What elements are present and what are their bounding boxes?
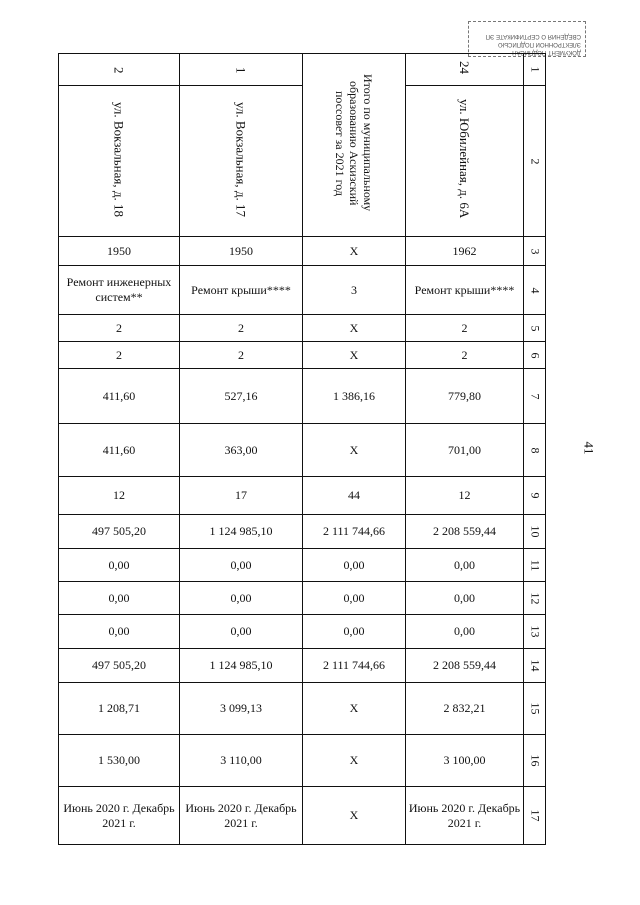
table-cell: Июнь 2020 г. Декабрь 2021 г.	[180, 787, 303, 845]
table-row	[59, 369, 546, 424]
table-row	[59, 477, 546, 515]
row-label: 17	[524, 787, 546, 845]
row-label: 6	[524, 342, 546, 369]
table-row	[59, 315, 546, 342]
table-cell: 497 505,20	[59, 649, 180, 683]
electronic-signature-stamp	[468, 21, 586, 57]
table-cell: 1962	[406, 237, 524, 266]
table-cell: Ремонт крыши****	[180, 266, 303, 315]
table-cell: 2	[180, 342, 303, 369]
column-number: 2	[59, 54, 180, 86]
column-number: 24	[406, 54, 524, 86]
row-label: 3	[524, 237, 546, 266]
row-label: 11	[524, 549, 546, 582]
table-cell: 1 530,00	[59, 735, 180, 787]
address-cell: ул. Вокзальная, д. 18	[59, 86, 180, 237]
table-cell: 2 208 559,44	[406, 649, 524, 683]
table-cell: 0,00	[303, 549, 406, 582]
table-row	[59, 735, 546, 787]
stamp-line: СВЕДЕНИЯ О СЕРТИФИКАТЕ ЭП	[485, 33, 581, 39]
table-row	[59, 424, 546, 477]
table-row	[59, 615, 546, 649]
table-cell: 44	[303, 477, 406, 515]
table-cell: 701,00	[406, 424, 524, 477]
table-cell: 779,80	[406, 369, 524, 424]
table-row	[59, 86, 546, 237]
table-cell: X	[303, 315, 406, 342]
table-cell: 2 111 744,66	[303, 649, 406, 683]
row-label: 7	[524, 369, 546, 424]
table-cell: 0,00	[303, 582, 406, 615]
table-cell: 2	[180, 315, 303, 342]
table-row	[59, 237, 546, 266]
table-cell: 411,60	[59, 369, 180, 424]
stamp-line: ЭЛЕКТРОННОЙ ПОДПИСЬЮ	[498, 41, 581, 47]
row-label: 12	[524, 582, 546, 615]
table-cell: 1 124 985,10	[180, 515, 303, 549]
table-cell: 0,00	[180, 549, 303, 582]
table-cell: Ремонт инженерных систем**	[59, 266, 180, 315]
table-cell: X	[303, 342, 406, 369]
table-row	[59, 54, 546, 86]
table-cell: 2 832,21	[406, 683, 524, 735]
table-cell: 0,00	[406, 582, 524, 615]
table-cell: 0,00	[303, 615, 406, 649]
table-cell: X	[303, 237, 406, 266]
table-cell: 1 124 985,10	[180, 649, 303, 683]
table-cell: X	[303, 683, 406, 735]
row-label: 8	[524, 424, 546, 477]
stamp-line: ДОКУМЕНТ ПОДПИСАН	[512, 49, 581, 55]
table-cell: 12	[59, 477, 180, 515]
table-row	[59, 683, 546, 735]
table-cell: 1 208,71	[59, 683, 180, 735]
table-row	[59, 266, 546, 315]
row-label: 5	[524, 315, 546, 342]
table-cell: 3	[303, 266, 406, 315]
table-cell: 0,00	[406, 549, 524, 582]
row-label: 15	[524, 683, 546, 735]
table-row	[59, 582, 546, 615]
table-row	[59, 342, 546, 369]
table-row	[59, 787, 546, 845]
table-cell: 2	[406, 342, 524, 369]
total-header: Итого по муниципальному образованию Аскизский поссовет за 2021 год	[303, 54, 406, 237]
table-cell: X	[303, 735, 406, 787]
table-cell: X	[303, 424, 406, 477]
table-cell: 12	[406, 477, 524, 515]
table-cell: 3 100,00	[406, 735, 524, 787]
row-label: 9	[524, 477, 546, 515]
table-cell: 2 208 559,44	[406, 515, 524, 549]
table-cell: 2 111 744,66	[303, 515, 406, 549]
address-cell: ул. Юбилейная, д. 6А	[406, 86, 524, 237]
table-cell: 1950	[180, 237, 303, 266]
table-cell: 0,00	[59, 549, 180, 582]
table-cell: 2	[406, 315, 524, 342]
table-cell: 0,00	[180, 582, 303, 615]
column-number: 1	[180, 54, 303, 86]
row-label: 10	[524, 515, 546, 549]
table-cell: 527,16	[180, 369, 303, 424]
row-label: 16	[524, 735, 546, 787]
row-label: 4	[524, 266, 546, 315]
table-cell: Июнь 2020 г. Декабрь 2021 г.	[59, 787, 180, 845]
row-label: 13	[524, 615, 546, 649]
row-label: 1	[524, 54, 546, 86]
table-cell: Ремонт крыши****	[406, 266, 524, 315]
table-cell: 0,00	[180, 615, 303, 649]
row-label: 14	[524, 649, 546, 683]
page-number: 41	[581, 441, 597, 455]
table-cell: 2	[59, 315, 180, 342]
table-cell: 1 386,16	[303, 369, 406, 424]
address-cell: ул. Вокзальная, д. 17	[180, 86, 303, 237]
data-table	[58, 53, 546, 845]
table-cell: X	[303, 787, 406, 845]
table-cell: 17	[180, 477, 303, 515]
row-label: 2	[524, 86, 546, 237]
table-cell: 0,00	[59, 615, 180, 649]
table-cell: Июнь 2020 г. Декабрь 2021 г.	[406, 787, 524, 845]
table-row	[59, 515, 546, 549]
table-cell: 1950	[59, 237, 180, 266]
table-cell: 0,00	[406, 615, 524, 649]
table-cell: 3 110,00	[180, 735, 303, 787]
table-cell: 0,00	[59, 582, 180, 615]
table-row	[59, 549, 546, 582]
table-cell: 497 505,20	[59, 515, 180, 549]
table-cell: 363,00	[180, 424, 303, 477]
table-cell: 2	[59, 342, 180, 369]
table-cell: 3 099,13	[180, 683, 303, 735]
table-cell: 411,60	[59, 424, 180, 477]
table-row	[59, 649, 546, 683]
